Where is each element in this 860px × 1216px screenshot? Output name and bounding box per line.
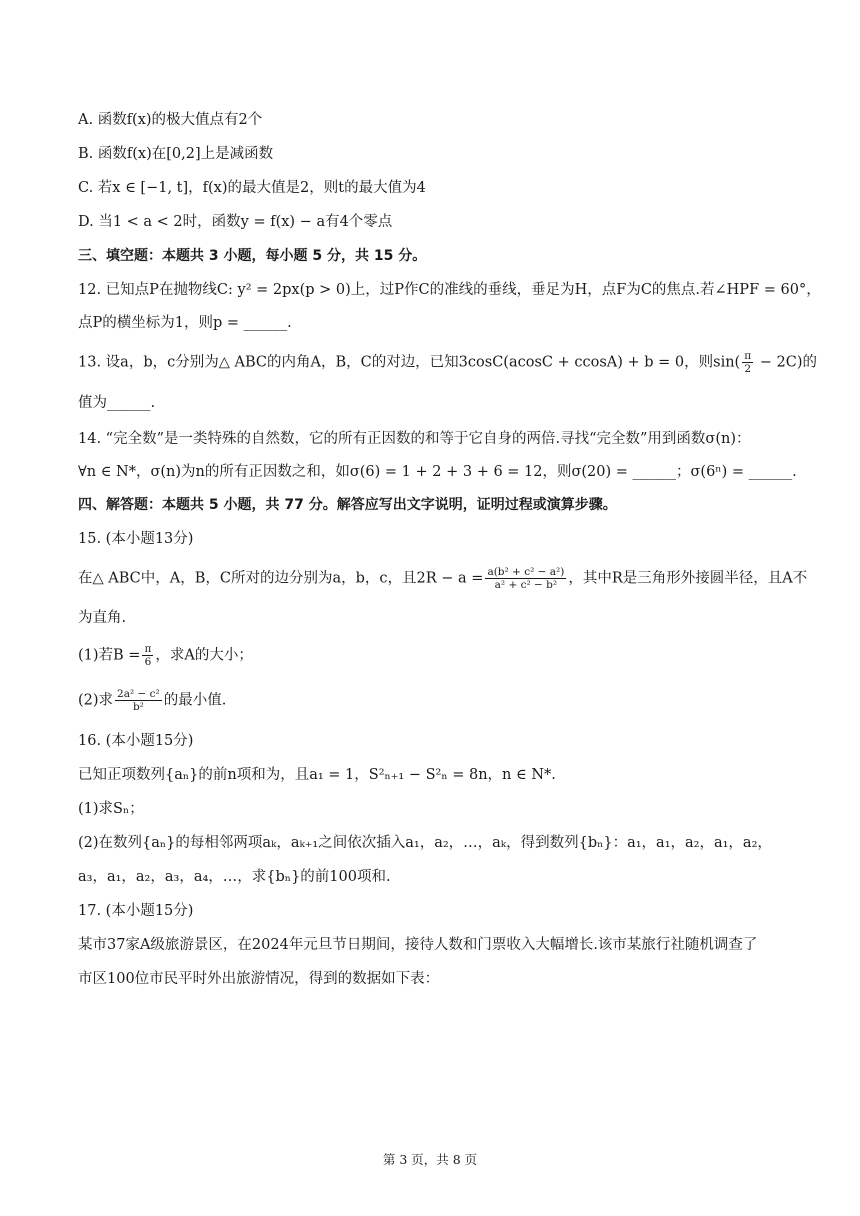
q16-heading: 16. (本小题15分) bbox=[78, 733, 194, 749]
q15-heading: 15. (本小题13分) bbox=[78, 531, 194, 547]
section-heading-fill-in: 三、填空题：本题共 3 小题，每小题 5 分，共 15 分。 bbox=[78, 248, 427, 264]
q15-fraction bbox=[485, 566, 566, 591]
q17-heading: 17. (本小题15分) bbox=[78, 903, 194, 919]
line-option-d: D. 当1 < a < 2时，函数y = f(x) − a有4个零点 bbox=[78, 214, 393, 230]
q15-part-2-fraction-denominator: b² bbox=[132, 701, 144, 713]
q15-part-1-fraction bbox=[142, 643, 153, 668]
q12-line-2: 点P的横坐标为1，则p = ______. bbox=[78, 315, 292, 331]
q14-line-1: 14. “完全数”是一类特殊的自然数，它的所有正因数的和等于它自身的两倍.寻找“完全数”用到函数σ(n)： bbox=[78, 431, 751, 447]
section-heading-answer: 四、解答题：本题共 5 小题，共 77 分。解答应写出文字说明，证明过程或演算步骤。 bbox=[78, 497, 617, 513]
q15-line-2: 为直角. bbox=[78, 610, 127, 626]
line-option-b: B. 函数f(x)在[0,2]上是减函数 bbox=[78, 146, 274, 162]
q15-part-1-fraction-numerator: π bbox=[144, 643, 152, 655]
q12-line-1: 12. 已知点P在抛物线C: y² = 2px(p > 0)上，过P作C的准线的垂线，垂足为H，点F为C的焦点.若∠HPF = 60°， bbox=[78, 282, 821, 298]
q15-text-pre: 在△ ABC中，A，B，C所对的边分别为a，b，c，且2R − a = bbox=[78, 570, 484, 587]
q13-text-post: − 2C)的 bbox=[755, 354, 817, 371]
page-footer: 第 3 页，共 8 页 bbox=[382, 1152, 478, 1167]
q15-part-2-post: 的最小值. bbox=[163, 692, 227, 709]
q15-text-post: ，其中R是三角形外接圆半径，且A不 bbox=[568, 570, 808, 587]
q13-text-pre: 13. 设a，b，c分别为△ ABC的内角A，B，C的对边，已知3cosC(acosC + ccosA) + b = 0，则sin( bbox=[78, 354, 741, 371]
q13-line-2: 值为______. bbox=[78, 395, 156, 411]
q17-line-1: 某市37家A级旅游景区，在2024年元旦节日期间，接待人数和门票收入大幅增长.该市某旅行社随机调查了 bbox=[78, 937, 758, 953]
q15-part-2-fraction-numerator: 2a² − c² bbox=[117, 688, 160, 700]
q15-part-1-post: ，求A的大小； bbox=[155, 647, 253, 664]
q13-fraction bbox=[742, 350, 753, 375]
q15-part-2-pre: (2)求 bbox=[78, 692, 114, 709]
line-option-a: A. 函数f(x)的极大值点有2个 bbox=[78, 112, 263, 128]
q16-line-1: 已知正项数列{aₙ}的前n项和为，且a₁ = 1，S²ₙ₊₁ − S²ₙ = 8n，n ∈ N*. bbox=[78, 767, 556, 783]
q16-part-2-line-1: (2)在数列{aₙ}的每相邻两项aₖ，aₖ₊₁之间依次插入a₁，a₂，…，aₖ，得到数列{bₙ}：a₁，a₁，a₂，a₁，a₂， bbox=[78, 835, 772, 851]
q14-line-2: ∀n ∈ N*，σ(n)为n的所有正因数之和，如σ(6) = 1 + 2 + 3 + 6 = 12，则σ(20) = ______；σ(6ⁿ) = ______. bbox=[78, 464, 797, 480]
q13-fraction-numerator: π bbox=[744, 350, 752, 362]
q15-part-1 bbox=[78, 643, 253, 668]
q13-fraction-denominator: 2 bbox=[744, 363, 752, 375]
q15-part-2-fraction bbox=[115, 688, 162, 713]
q16-part-1: (1)求Sₙ； bbox=[78, 801, 144, 817]
q15-part-2 bbox=[78, 688, 226, 713]
q15-line-1 bbox=[78, 566, 807, 591]
q15-part-1-fraction-denominator: 6 bbox=[144, 656, 152, 668]
q15-fraction-numerator: a(b² + c² − a²) bbox=[487, 566, 565, 578]
q15-part-1-pre: (1)若B = bbox=[78, 647, 141, 664]
q15-fraction-denominator: a² + c² − b² bbox=[494, 579, 558, 591]
line-option-c: C. 若x ∈ [−1, t]，f(x)的最大值是2，则t的最大值为4 bbox=[78, 180, 426, 196]
q16-part-2-line-2: a₃，a₁，a₂，a₃，a₄，…，求{bₙ}的前100项和. bbox=[78, 869, 391, 885]
q13-line-1 bbox=[78, 350, 817, 375]
q17-line-2: 市区100位市民平时外出旅游情况，得到的数据如下表： bbox=[78, 971, 440, 987]
